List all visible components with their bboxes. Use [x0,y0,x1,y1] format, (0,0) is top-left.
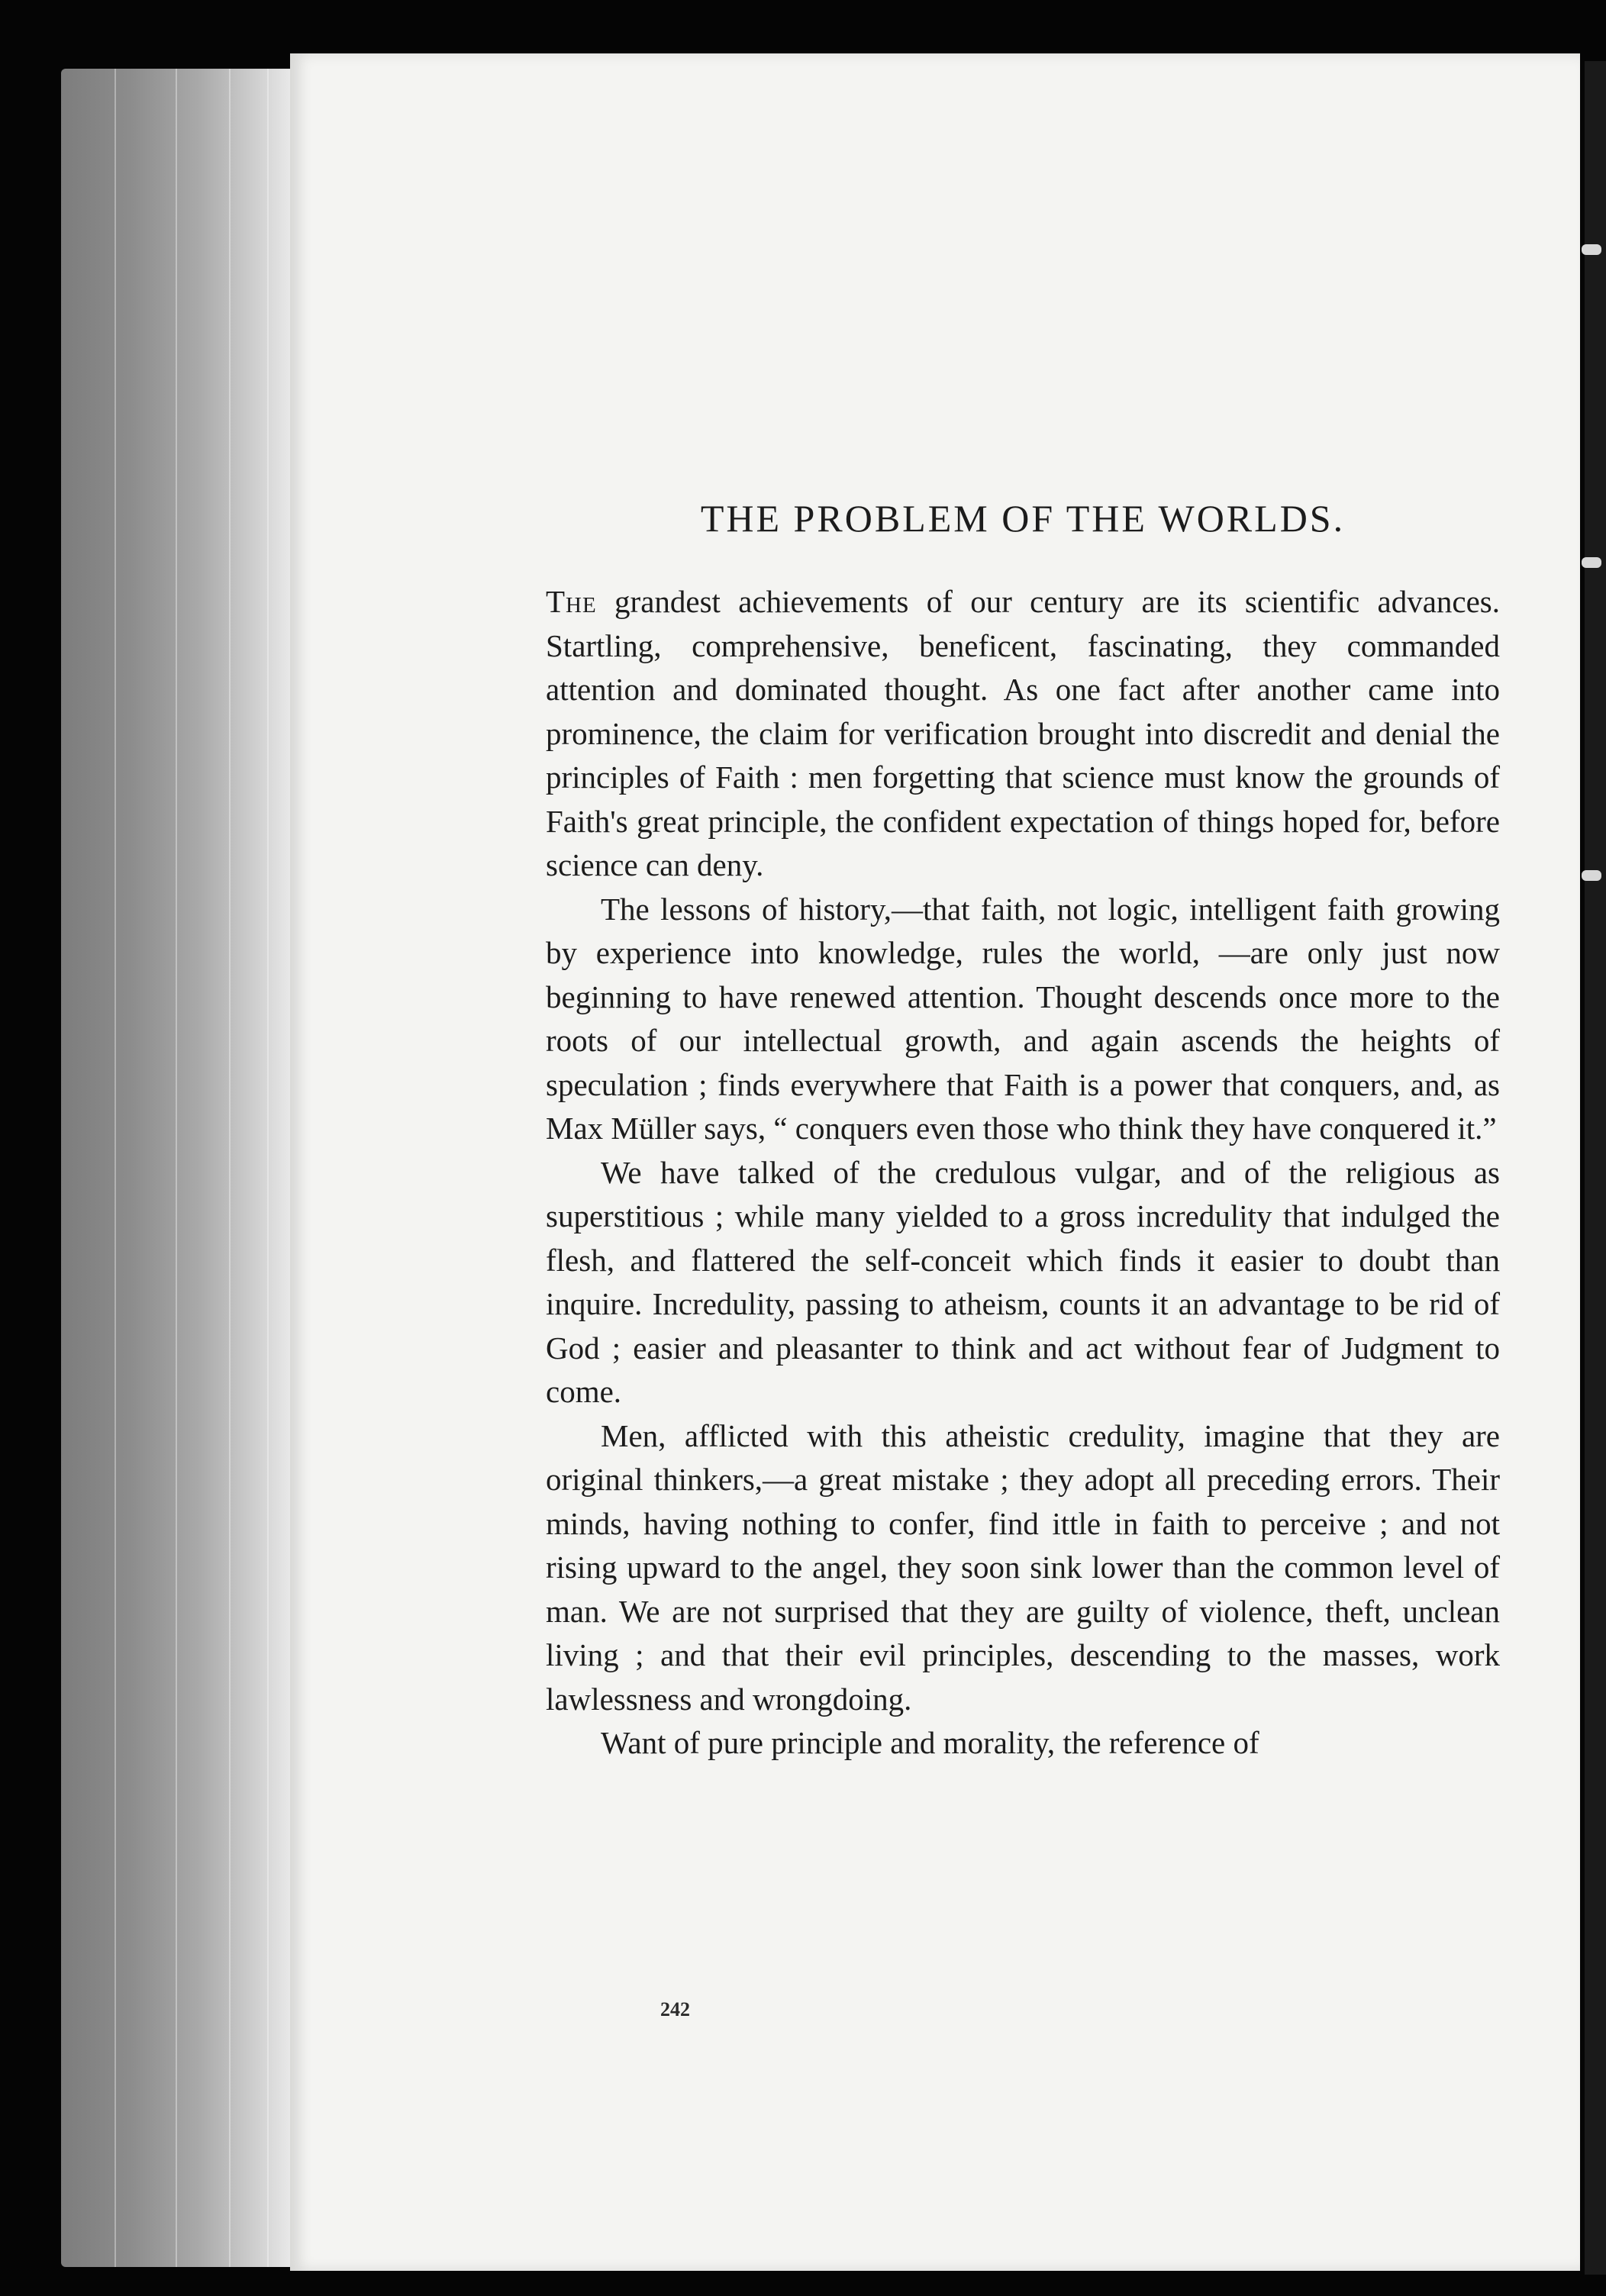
page-number: 242 [660,1998,690,2020]
chapter-title: THE PROBLEM OF THE WORLDS. [700,497,1346,540]
paragraph-2: The lessons of history,—that faith, not logic, intelligent faith growing by experience into knowledge, rules the world, —are only just now beginning to have renewed attention. Thought descends once more to the roots of our intellectual growth, and again ascends the heights of speculation ; finds everywhere that Faith is a power that conquers, and, as Max Müller says, “ conquers even those who think they have conquered it.” [546,891,1500,1146]
paragraph-3: We have talked of the credulous vulgar, and of the religious as superstitious ; while many yielded to a gross incredulity that indulged the flesh, and flattered the self-conceit which finds it easier to doubt than inquire. Incredulity, passing to atheism, counts it an advantage to be rid of God ; easier and pleasanter to think and act without fear of Judgment to come. [546,1154,1500,1409]
page-edge-line [229,69,231,2267]
paragraph-5: Want of pure principle and morality, the reference of [601,1725,1259,1760]
page-edge-stack [61,69,290,2267]
paragraph-body: grandest achievements of our century are its scientific advances. Startling, comprehensive, beneficent, fascinating, they commanded attention and dominated thought. As one fact after another came into prominence, the claim for verification brought into discredit and denial the principles of Faith : men forgetting that science must know the grounds of Faith's great principle, the confident expectation of things hoped for, before science can deny. [546,584,1500,882]
page-text [546,496,1500,1766]
binding-thread [1582,244,1601,255]
binding-thread [1582,557,1601,568]
paragraph-lead: The [546,584,597,619]
binding-thread [1582,870,1601,881]
page-edge-line [176,69,177,2267]
page-edge-line [114,69,116,2267]
binding-edge [1585,61,1606,2275]
paragraph-1 [546,580,1500,888]
paragraph-4: Men, afflicted with this atheistic credulity, imagine that they are original thinkers,—a great mistake ; they adopt all preceding errors. Their minds, having nothing to confer, find ittle in faith to perceive ; and not rising upward to the angel, they soon sink lower than the common level of man. We are not surprised that they are guilty of violence, theft, unclean living ; and that their evil principles, descending to the masses, work lawlessness and wrongdoing. [546,1417,1500,1717]
page-edge-line [267,69,269,2267]
